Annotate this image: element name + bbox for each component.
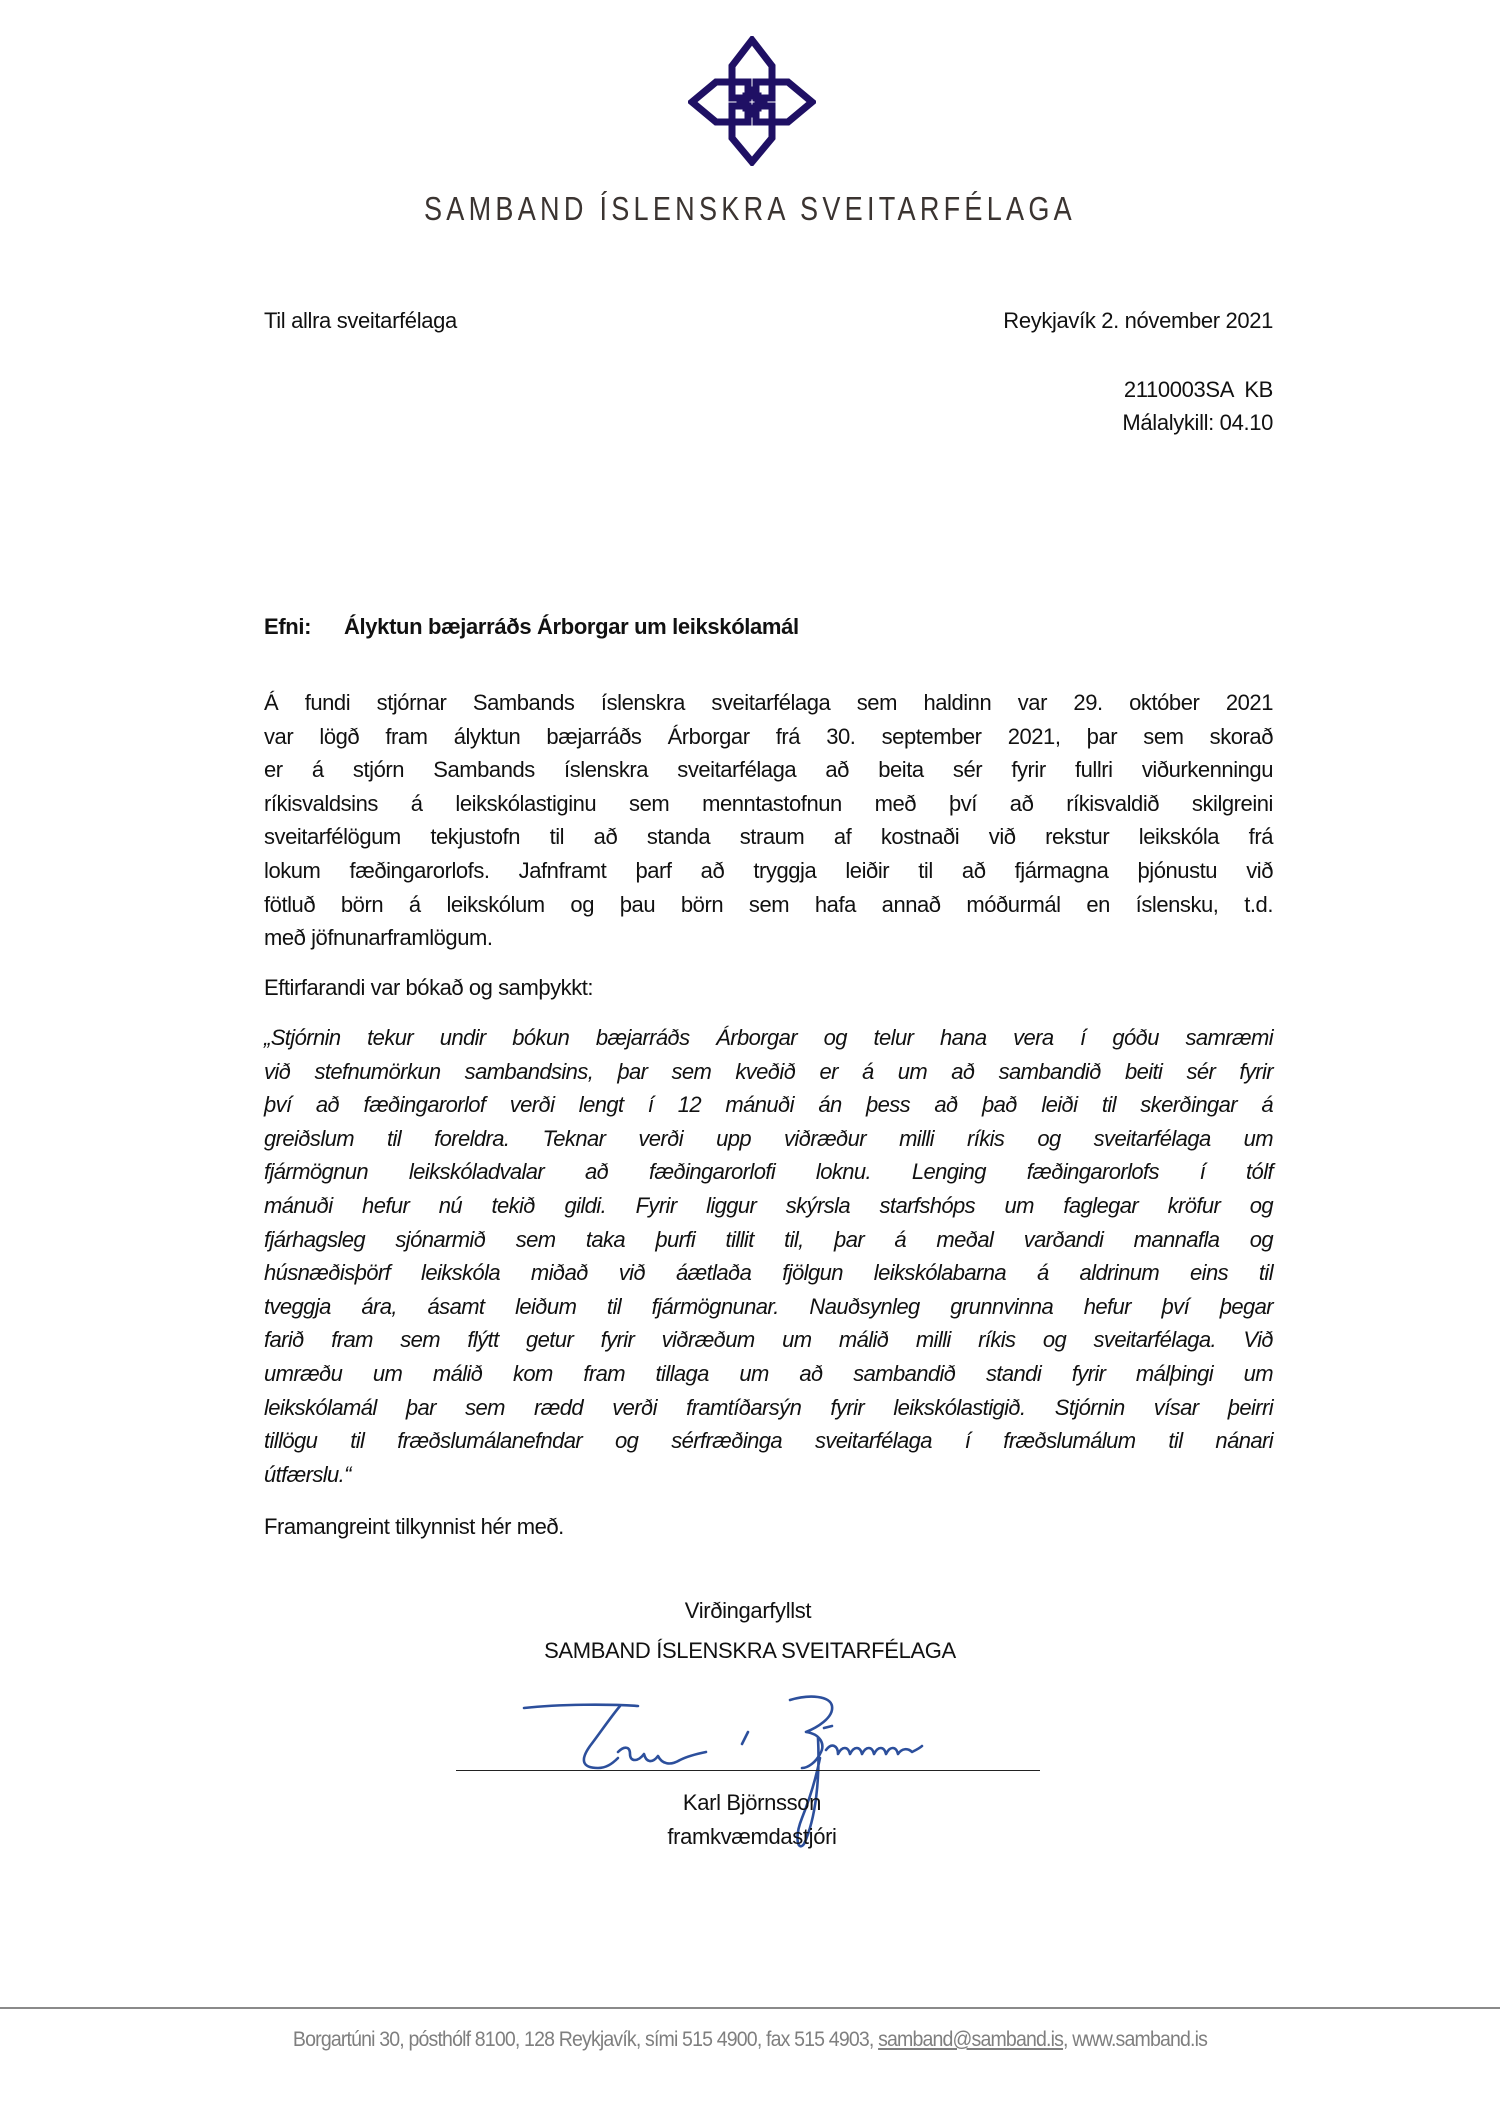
quote-line: fjárhagsleg sjónarmið sem taka þurfi tillit til, þar á meðal varðandi mannafla og [264, 1226, 1273, 1252]
text-line: var lögð fram ályktun bæjarráðs Árborgar frá 30. september 2021, þar sem skorað [264, 723, 1273, 749]
footer-divider [0, 2007, 1500, 2009]
footer-website[interactable]: www.samband.is [1072, 2028, 1208, 2051]
signoff-organization: SAMBAND ÍSLENSKRA SVEITARFÉLAGA [544, 1638, 956, 1663]
quote-line: mánuði hefur nú tekið gildi. Fyrir liggur skýrsla starfshóps um faglegar kröfur og [264, 1192, 1273, 1218]
footer-separator: , [1063, 2028, 1073, 2051]
text-line: Á fundi stjórnar Sambands íslenskra sveitarfélaga sem haldinn var 29. október 2021 [264, 690, 1273, 715]
quote-line: útfærslu.“ [264, 1461, 351, 1487]
subject-text: Ályktun bæjarráðs Árborgar um leikskólamál [344, 614, 799, 639]
body-paragraph-4 [264, 1514, 1273, 1548]
subject-label: Efni: [264, 614, 312, 639]
body-paragraph-2 [264, 975, 1273, 1009]
quote-line: greiðslum til foreldra. Teknar verði upp viðræður milli ríkis og sveitarfélaga um [264, 1125, 1273, 1151]
resolution-quote [264, 1025, 1273, 1495]
text-line: Framangreint tilkynnist hér með. [264, 1514, 564, 1539]
quote-line: umræðu um málið kom fram tillaga um að sambandið standi fyrir málþingi um [264, 1360, 1273, 1386]
recipient: Til allra sveitarfélaga [264, 308, 457, 333]
quote-line: fjármögnun leikskóladvalar að fæðingarorlofi loknu. Lenging fæðingarorlofs í tólf [264, 1159, 1273, 1185]
footer-contact [53, 2028, 1448, 2052]
quote-line: farið fram sem flýtt getur fyrir viðræðum um málið milli ríkis og sveitarfélaga. Við [264, 1327, 1273, 1353]
case-key: Málalykill: 04.10 [1122, 410, 1273, 435]
quote-line: leikskólamál þar sem rædd verði framtíðarsýn fyrir leikskólastigið. Stjórnin vísar þeirri [264, 1394, 1273, 1420]
quote-line: „Stjórnin tekur undir bókun bæjarráðs Árborgar og telur hana vera í góðu samræmi [264, 1025, 1273, 1050]
quote-line: tveggja ára, ásamt leiðum til fjármögnunar. Nauðsynleg grunnvinna hefur því þegar [264, 1293, 1273, 1319]
quote-line: við stefnumörkun sambandsins, þar sem kveðið er á um að sambandið beiti sér fyrir [264, 1058, 1273, 1084]
quote-line: húsnæðisþörf leikskóla miðað við áætlaða fjölgun leikskólabarna á aldrinum eins til [264, 1260, 1273, 1286]
text-line: með jöfnunarframlögum. [264, 925, 493, 951]
text-line: sveitarfélögum tekjustofn til að standa straum af kostnaði við rekstur leikskóla frá [264, 824, 1273, 850]
signature-line [456, 1770, 1040, 1771]
subject-line [264, 610, 799, 644]
quote-line: því að fæðingarorlof verði lengt í 12 mánuði án þess að það leiði til skerðingar á [264, 1092, 1273, 1118]
footer-email-link[interactable]: samband@samband.is [878, 2028, 1064, 2051]
text-line: ríkisvaldsins á leikskólastiginu sem menntastofnun með því að ríkisvaldið skilgreini [264, 790, 1273, 816]
body-paragraph-1 [264, 690, 1273, 959]
text-line: er á stjórn Sambands íslenskra sveitarfélaga að beita sér fyrir fullri viðurkenningu [264, 757, 1273, 783]
signer-title: framkvæmdastjóri [667, 1824, 837, 1849]
text-line: Eftirfarandi var bókað og samþykkt: [264, 975, 594, 1000]
footer-address: Borgartúni 30, pósthólf 8100, 128 Reykjavík, sími 515 4900, fax 515 4903, [292, 2028, 879, 2051]
quote-line: tillögu til fræðslumálanefndar og sérfræðinga sveitarfélaga í fræðslumálum til nánari [264, 1428, 1273, 1454]
letter-date: Reykjavík 2. nóvember 2021 [1003, 308, 1273, 333]
organization-name-heading: SAMBAND ÍSLENSKRA SVEITARFÉLAGA [423, 190, 1077, 227]
text-line: lokum fæðingarorlofs. Jafnframt þarf að tryggja leiðir til að fjármagna þjónustu við [264, 857, 1273, 883]
signer-name: Karl Björnsson [682, 1790, 822, 1815]
reference-number: 2110003SA KB [1123, 377, 1273, 402]
knot-diamond-logo-icon [688, 36, 816, 166]
text-line: fötluð börn á leikskólum og þau börn sem hafa annað móðurmál en íslensku, t.d. [264, 891, 1273, 917]
closing-salutation: Virðingarfyllst [684, 1598, 812, 1623]
